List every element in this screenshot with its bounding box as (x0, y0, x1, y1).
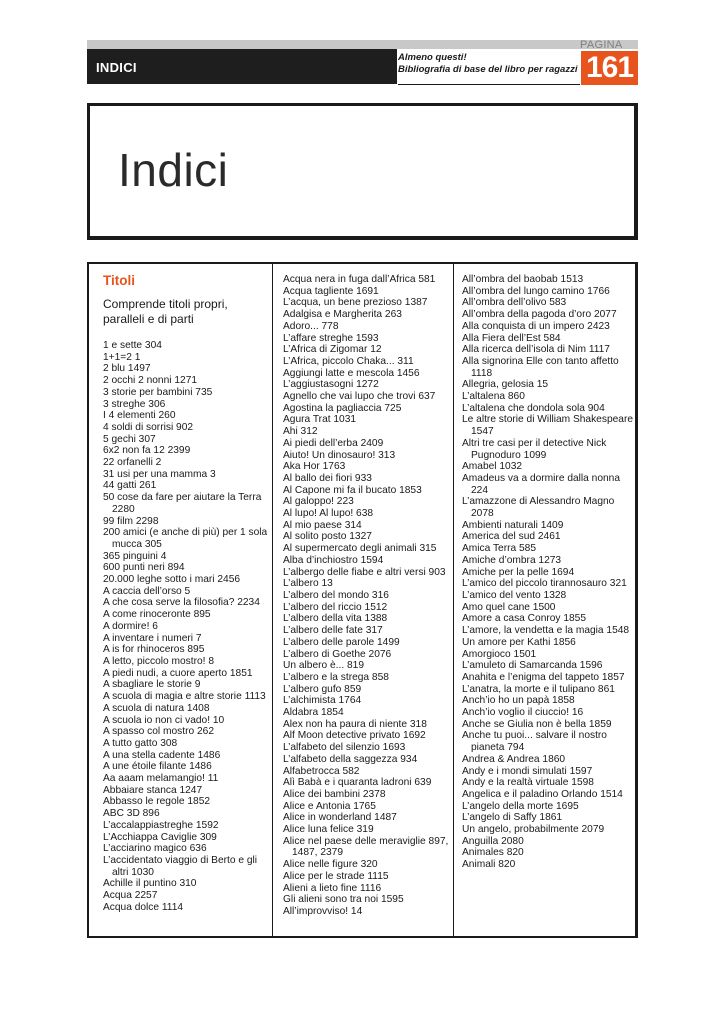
index-entry: L’Africa, piccolo Chaka... 311 (283, 355, 414, 367)
pagina-label: PAGINA (580, 39, 623, 51)
index-entry: 50 cose da fare per aiutare la Terra 2280 (103, 492, 262, 515)
index-entry: Adalgisa e Margherita 263 (283, 309, 402, 321)
index-entry: Alice nelle figure 320 (283, 859, 378, 871)
index-entry: Acqua 2257 (103, 890, 158, 902)
index-entry: L’albero della vita 1388 (283, 613, 388, 625)
index-entry: Aa aaam melamangio! 11 (103, 773, 219, 785)
index-entry: Alf Moon detective privato 1692 (283, 730, 426, 742)
index-entry: Altri tre casi per il detective Nick Pugnoduro 1099 (462, 437, 607, 461)
index-entry: Amica Terra 585 (462, 543, 536, 555)
index-entry: L’altalena che dondola sola 904 (462, 402, 605, 414)
index-entry: Amadeus va a dormire dalla nonna 224 (462, 472, 621, 496)
index-entry: Aggiungi latte e mescola 1456 (283, 367, 420, 379)
index-entry: Abbasso le regole 1852 (103, 796, 211, 808)
index-entry: L’accalappiastreghe 1592 (103, 819, 219, 831)
index-entry: Al galoppo! 223 (283, 496, 354, 508)
index-entry: L’amico del vento 1328 (462, 589, 567, 601)
index-entry: 3 streghe 306 (103, 398, 166, 410)
index-entry: 44 gatti 261 (103, 480, 157, 492)
index-entry: Aka Hor 1763 (283, 461, 346, 473)
index-entry: Alice luna felice 319 (283, 824, 374, 836)
index-entry: Acqua tagliente 1691 (283, 285, 379, 297)
index-entry: 31 usi per una mamma 3 (103, 468, 216, 480)
index-entry: Angelica e il paladino Orlando 1514 (462, 788, 623, 800)
index-entry: 600 punti neri 894 (103, 562, 185, 574)
index-entry: 2 occhi 2 nonni 1271 (103, 375, 198, 387)
header-subtitle (398, 52, 578, 76)
column-divider-1 (272, 264, 273, 936)
index-entry: Abbaiare stanca 1247 (103, 784, 203, 796)
index-entry: Anch’io ho un papà 1858 (462, 695, 575, 707)
index-entry: I 4 elementi 260 (103, 410, 176, 422)
index-entry: L’amazzone di Alessandro Magno 2078 (462, 496, 615, 520)
index-entry: Aldabra 1854 (283, 707, 344, 719)
index-entry: A scuola di magia e altre storie 1113 (103, 691, 266, 703)
index-entry: 3 storie per bambini 735 (103, 386, 213, 398)
index-entry: Alice dei bambini 2378 (283, 788, 386, 800)
section-label: INDICI (96, 60, 137, 75)
subtitle-line-1: Almeno questi! (398, 52, 467, 63)
index-entry: 1+1=2 1 (103, 351, 141, 363)
index-entry: 6x2 non fa 12 2399 (103, 445, 191, 457)
index-entry: Un amore per Kathi 1856 (462, 636, 576, 648)
index-entry: Anguilla 2080 (462, 835, 524, 847)
index-entry: 99 film 2298 (103, 515, 159, 527)
index-entry: L’angelo della morte 1695 (462, 800, 579, 812)
index-entry: Alla Fiera dell’Est 584 (462, 332, 561, 344)
index-entry: Un albero è... 819 (283, 660, 364, 672)
index-entry: L’alchimista 1764 (283, 695, 362, 707)
index-entry: L’albero gufo 859 (283, 683, 362, 695)
index-entry: Un angelo, probabilmente 2079 (462, 824, 605, 836)
index-entry: Animales 820 (462, 847, 524, 859)
index-entry: L’affare streghe 1593 (283, 332, 379, 344)
index-entry: Adoro... 778 (283, 320, 339, 332)
index-entry: Animali 820 (462, 859, 516, 871)
index-entry: Agnello che vai lupo che trovi 637 (283, 391, 436, 403)
index-entry: A sbagliare le storie 9 (103, 679, 201, 691)
index-entry: L’amuleto di Samarcanda 1596 (462, 660, 603, 672)
header-grey-bar (87, 40, 638, 49)
index-entry: L’albero di Goethe 2076 (283, 648, 392, 660)
index-column-3 (462, 274, 634, 871)
index-entry: Alì Babà e i quaranta ladroni 639 (283, 777, 432, 789)
index-entry: Alfabetrocca 582 (283, 765, 360, 777)
index-entry: All’ombra dell’olivo 583 (462, 297, 567, 309)
index-entry: L’Africa di Zigomar 12 (283, 344, 382, 356)
index-entry: L’amico del piccolo tirannosauro 321 (462, 578, 627, 590)
index-entry: L’albero 13 (283, 578, 333, 590)
index-entry: A scuola di natura 1408 (103, 702, 210, 714)
index-entry: A caccia dell’orso 5 (103, 585, 191, 597)
index-entry: Alice in wonderland 1487 (283, 812, 397, 824)
section-heading: Titoli (103, 273, 135, 288)
index-entry: Alice nel paese delle meraviglie 897, 1487, 2379 (283, 835, 449, 859)
index-entry: 200 amici (e anche di più) per 1 sola mucca 305 (103, 527, 268, 550)
index-entry: Anahita e l’enigma del tappeto 1857 (462, 671, 625, 683)
index-entry: Alieni a lieto fine 1116 (283, 882, 382, 894)
column-divider-2 (453, 264, 454, 936)
index-entry: L’anatra, la morte e il tulipano 861 (462, 683, 615, 695)
index-entry: 22 orfanelli 2 (103, 457, 162, 469)
index-entry: L’alfabeto della saggezza 934 (283, 753, 418, 765)
index-entry: A inventare i numeri 7 (103, 632, 202, 644)
index-entry: Le altre storie di William Shakespeare 1547 (462, 414, 633, 438)
index-entry: L’albero delle parole 1499 (283, 636, 400, 648)
index-entry: Alba d’inchiostro 1594 (283, 554, 384, 566)
index-entry: 4 soldi di sorrisi 902 (103, 421, 194, 433)
index-entry: Aiuto! Un dinosauro! 313 (283, 449, 396, 461)
index-entry: L’angelo di Saffy 1861 (462, 812, 563, 824)
index-entry: ABC 3D 896 (103, 808, 160, 820)
index-entry: L’amore, la vendetta e la magia 1548 (462, 625, 630, 637)
index-entry: A piedi nudi, a cuore aperto 1851 (103, 667, 253, 679)
index-entry: Andrea & Andrea 1860 (462, 753, 566, 765)
index-entry: A letto, piccolo mostro! 8 (103, 655, 214, 667)
index-entry: All’ombra del baobab 1513 (462, 274, 584, 285)
index-entry: L’albero delle fate 317 (283, 625, 383, 637)
index-entry: 1 e sette 304 (103, 340, 162, 351)
index-entry: 5 gechi 307 (103, 433, 156, 445)
index-entry: Al ballo dei fiori 933 (283, 472, 372, 484)
index-entry: Achille il puntino 310 (103, 878, 197, 890)
index-entry: America del sud 2461 (462, 531, 561, 543)
index-entry: Ambienti naturali 1409 (462, 519, 564, 531)
index-entry: Gli alieni sono tra noi 1595 (283, 894, 404, 906)
index-entry: A che cosa serve la filosofia? 2234 (103, 597, 260, 609)
index-entry: Acqua dolce 1114 (103, 901, 184, 913)
page-number: 161 (581, 51, 638, 85)
index-entry: L’albero e la strega 858 (283, 671, 389, 683)
index-entry: Andy e la realtà virtuale 1598 (462, 777, 594, 789)
index-entry: A dormire! 6 (103, 620, 158, 632)
index-entry: Anch’io voglio il ciuccio! 16 (462, 707, 584, 719)
page-title: Indici (118, 144, 229, 196)
index-column-1 (103, 340, 268, 913)
index-entry: 20.000 leghe sotto i mari 2456 (103, 574, 241, 586)
index-entry: Amo quel cane 1500 (462, 601, 556, 613)
index-entry: Acqua nera in fuga dall’Africa 581 (283, 274, 436, 285)
index-entry: L’Acchiappa Caviglie 309 (103, 831, 217, 843)
subtitle-underline (398, 84, 580, 85)
index-entry: A une étoile filante 1486 (103, 761, 212, 773)
section-description: Comprende titoli propri, paralleli e di parti (103, 297, 228, 326)
index-entry: L’albero del mondo 316 (283, 589, 389, 601)
index-entry: L’alfabeto del silenzio 1693 (283, 742, 406, 754)
index-entry: L’acqua, un bene prezioso 1387 (283, 297, 428, 309)
index-entry: 365 pinguini 4 (103, 550, 167, 562)
index-entry: Alla conquista di un impero 2423 (462, 320, 610, 332)
index-entry: Alla signorina Elle con tanto affetto 1118 (462, 355, 619, 379)
index-entry: Al solito posto 1327 (283, 531, 372, 543)
index-entry: Amiche d’ombra 1273 (462, 554, 562, 566)
index-entry: Andy e i mondi simulati 1597 (462, 765, 593, 777)
index-entry: L’albergo delle fiabe e altri versi 903 (283, 566, 446, 578)
index-column-2 (283, 274, 451, 918)
index-entry: Ai piedi dell’erba 2409 (283, 437, 384, 449)
index-entry: Agura Trat 1031 (283, 414, 357, 426)
index-entry: Agostina la pagliaccia 725 (283, 402, 402, 414)
index-entry: Anche tu puoi... salvare il nostro pianeta 794 (462, 730, 607, 754)
index-entry: A scuola io non ci vado! 10 (103, 714, 225, 726)
index-entry: A una stella cadente 1486 (103, 749, 221, 761)
index-entry: Al supermercato degli animali 315 (283, 543, 437, 555)
index-entry: All’ombra del lungo camino 1766 (462, 285, 610, 297)
index-entry: L’albero del riccio 1512 (283, 601, 388, 613)
index-entry: L’acciarino magico 636 (103, 843, 207, 855)
index-entry: A come rinoceronte 895 (103, 609, 211, 621)
index-entry: Amorgioco 1501 (462, 648, 537, 660)
index-entry: Alla ricerca dell’isola di Nim 1117 (462, 344, 610, 356)
index-entry: Al lupo! Al lupo! 638 (283, 508, 374, 520)
index-entry: Alex non ha paura di niente 318 (283, 718, 427, 730)
index-entry: A spasso col mostro 262 (103, 726, 214, 738)
index-entry: 2 blu 1497 (103, 363, 151, 375)
subtitle-line-2: Bibliografia di base del libro per ragazzi (398, 64, 578, 75)
index-entry: Ahi 312 (283, 426, 318, 438)
index-entry: Al mio paese 314 (283, 519, 362, 531)
index-entry: Amabel 1032 (462, 461, 523, 473)
index-entry: L’accidentato viaggio di Berto e gli altri 1030 (103, 854, 258, 878)
index-entry: Alice e Antonia 1765 (283, 800, 376, 812)
index-entry: Alice per le strade 1115 (283, 870, 389, 882)
index-entry: A tutto gatto 308 (103, 737, 178, 749)
index-entry: All’ombra della pagoda d’oro 2077 (462, 309, 617, 321)
index-entry: Al Capone mi fa il bucato 1853 (283, 484, 422, 496)
index-entry: A is for rhinoceros 895 (103, 644, 205, 656)
index-entry: Allegria, gelosia 15 (462, 379, 549, 391)
index-entry: All’improvviso! 14 (283, 905, 363, 917)
index-entry: Amiche per la pelle 1694 (462, 566, 575, 578)
index-entry: Amore a casa Conroy 1855 (462, 613, 587, 625)
index-entry: L’altalena 860 (462, 391, 525, 403)
index-entry: Anche se Giulia non è bella 1859 (462, 718, 612, 730)
index-entry: L’aggiustasogni 1272 (283, 379, 379, 391)
